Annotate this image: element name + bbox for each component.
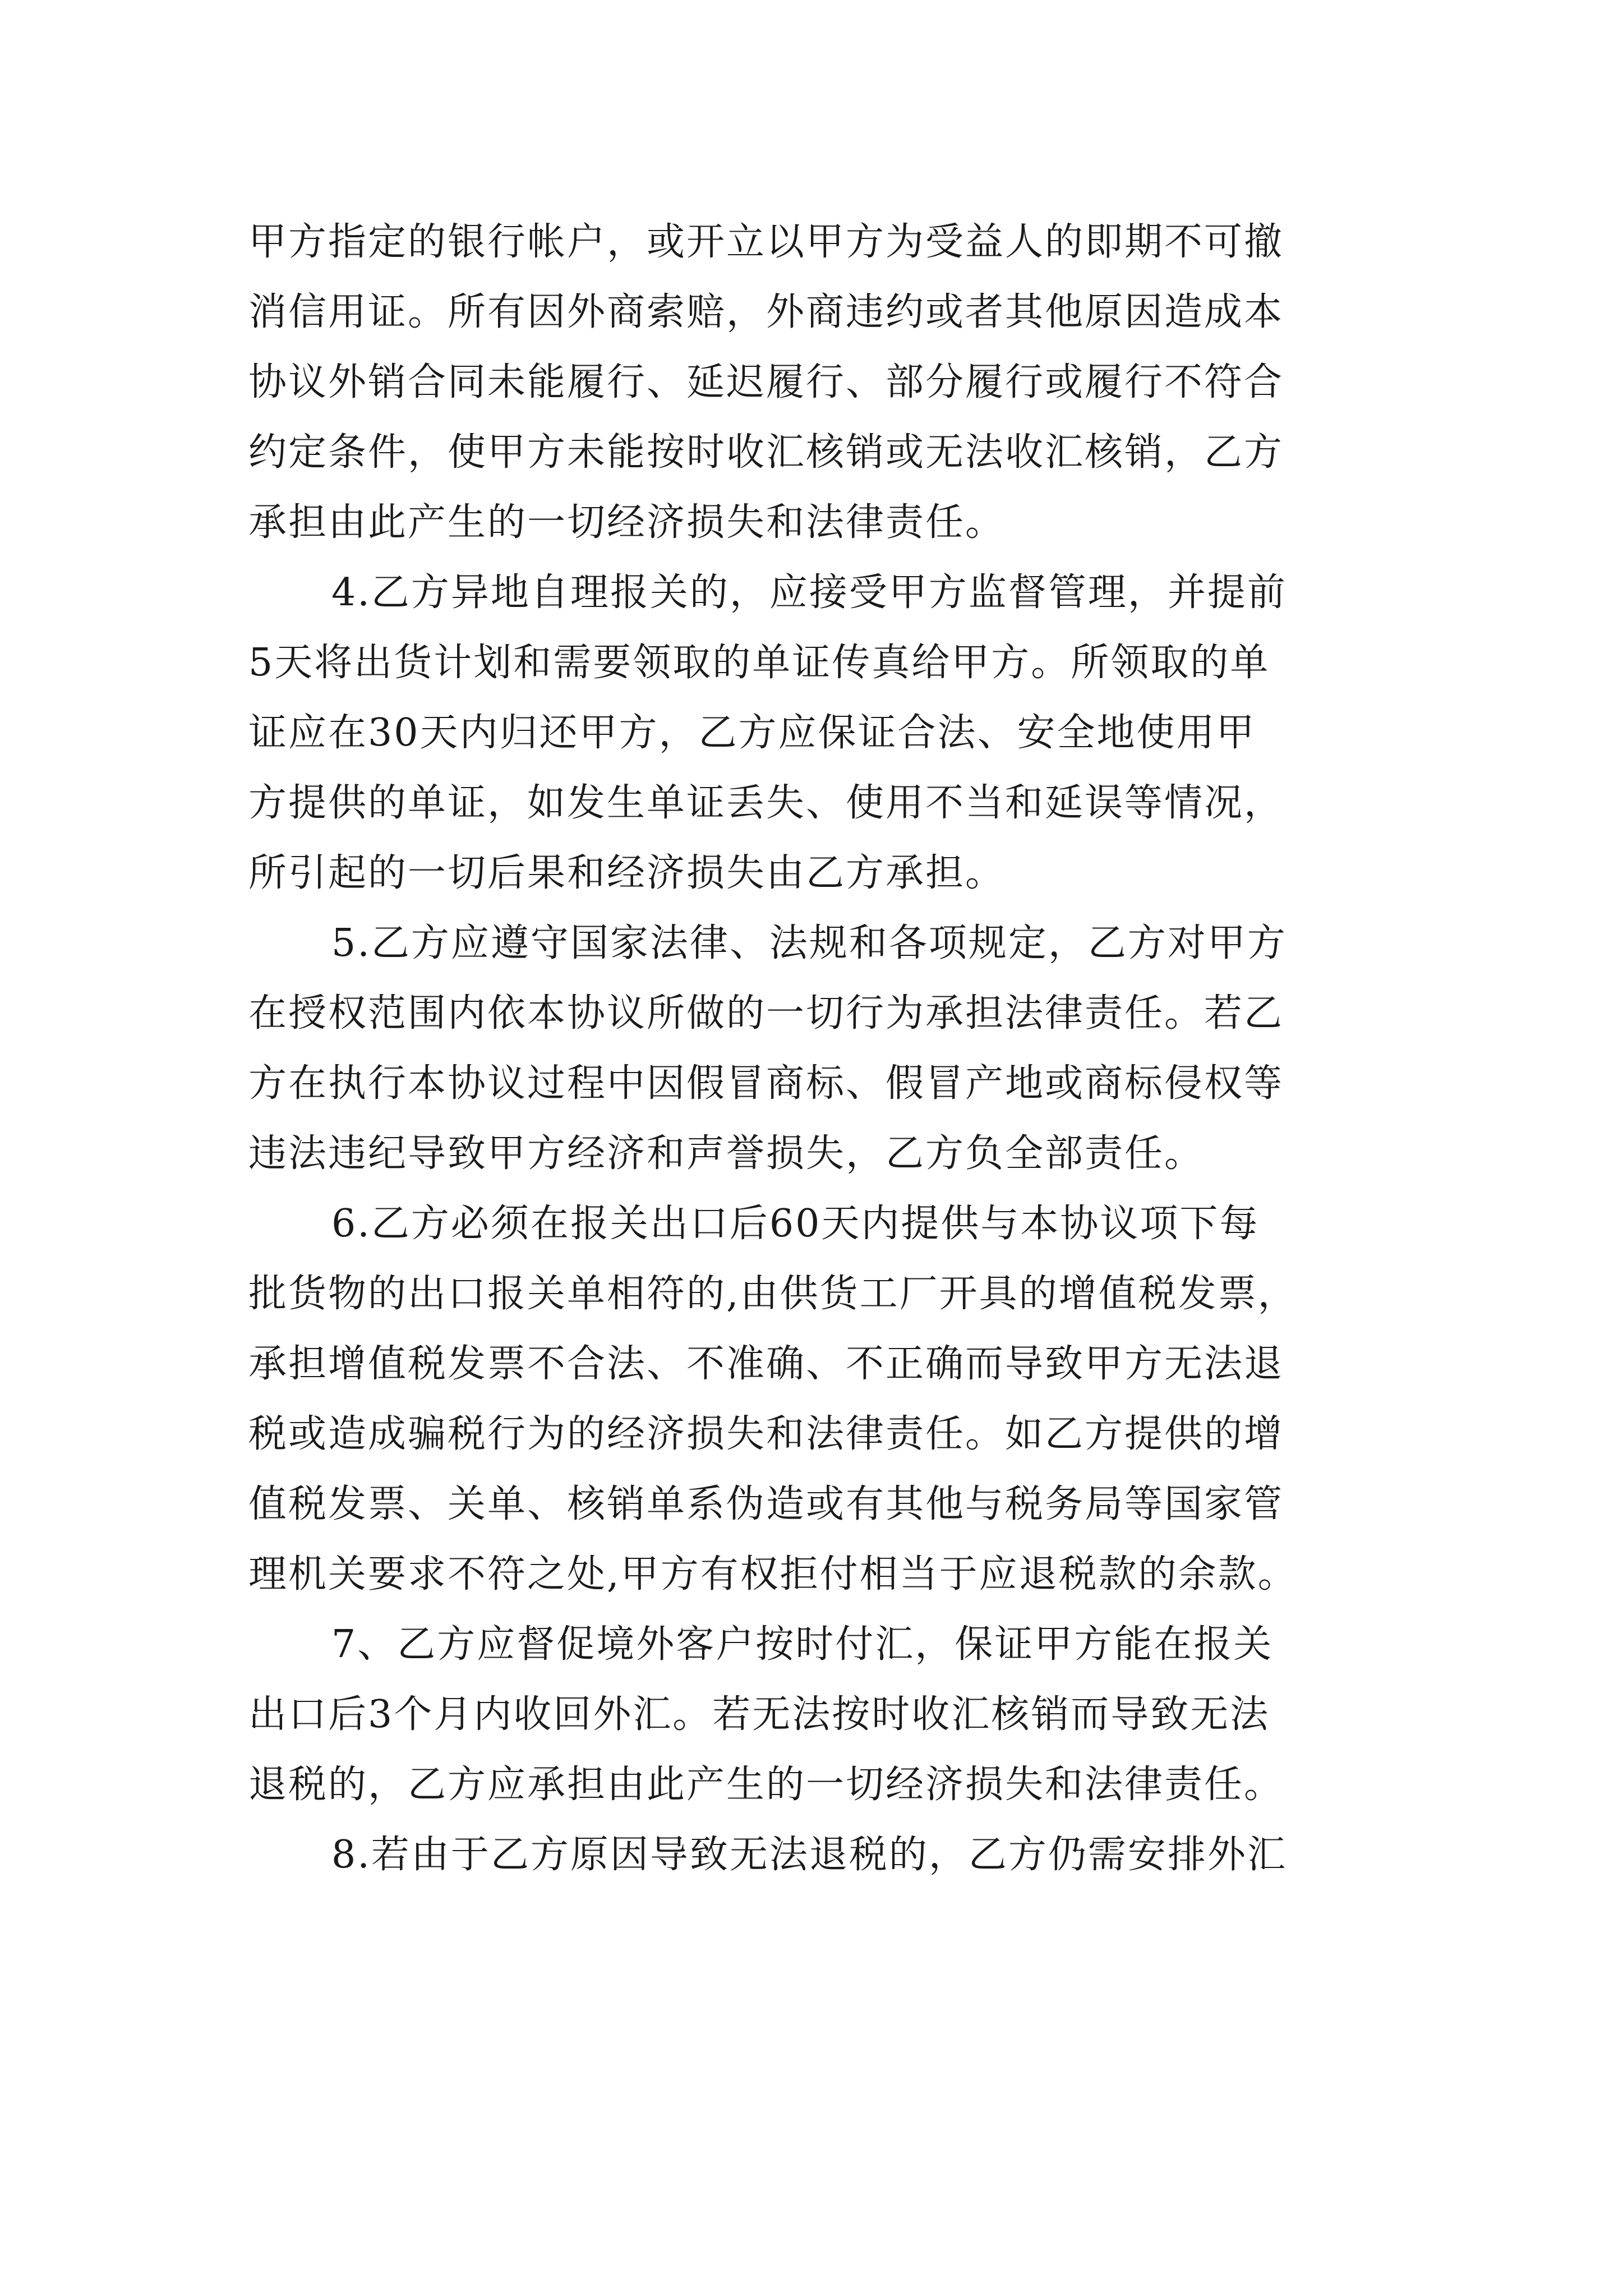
text-line: 方提供的单证，如发生单证丢失、使用不当和延误等情况， <box>248 781 1284 825</box>
text-line: 承担增值税发票不合法、不准确、不正确而导致甲方无法退 <box>248 1342 1284 1386</box>
paragraph-8-first-line: 8.若由于乙方原因导致无法退税的，乙方仍需安排外汇 <box>331 1833 1287 1877</box>
paragraph-5-first-line: 5.乙方应遵守国家法律、法规和各项规定，乙方对甲方 <box>331 921 1287 965</box>
text-line: 理机关要求不符之处,甲方有权拒付相当于应退税款的余款。 <box>248 1552 1298 1596</box>
text-line: 在授权范围内依本协议所做的一切行为承担法律责任。若乙 <box>248 991 1284 1036</box>
text-line: 证应在30天内归还甲方，乙方应保证合法、安全地使用甲 <box>248 711 1256 755</box>
text-line: 所引起的一切后果和经济损失由乙方承担。 <box>248 851 1006 895</box>
text-line: 甲方指定的银行帐户，或开立以甲方为受益人的即期不可撤 <box>248 220 1284 264</box>
paragraph-6-first-line: 6.乙方必须在报关出口后60天内提供与本协议项下每 <box>331 1202 1260 1246</box>
text-line: 批货物的出口报关单相符的,由供货工厂开具的增值税发票， <box>248 1272 1298 1316</box>
text-line: 违法违纪导致甲方经济和声誉损失，乙方负全部责任。 <box>248 1131 1205 1176</box>
text-line: 协议外销合同未能履行、延迟履行、部分履行或履行不符合 <box>248 360 1284 404</box>
text-line: 承担由此产生的一切经济损失和法律责任。 <box>248 500 1006 545</box>
text-line: 消信用证。所有因外商索赔，外商违约或者其他原因造成本 <box>248 290 1284 334</box>
text-line: 税或造成骗税行为的经济损失和法律责任。如乙方提供的增 <box>248 1412 1284 1456</box>
text-line: 出口后3个月内收回外汇。若无法按时收汇核销而导致无法 <box>248 1692 1270 1737</box>
text-line: 退税的，乙方应承担由此产生的一切经济损失和法律责任。 <box>248 1763 1284 1807</box>
text-line: 约定条件，使甲方未能按时收汇核销或无法收汇核销，乙方 <box>248 430 1284 475</box>
paragraph-4-first-line: 4.乙方异地自理报关的，应接受甲方监督管理，并提前 <box>331 570 1287 615</box>
text-line: 5天将出货计划和需要领取的单证传真给甲方。所领取的单 <box>248 641 1270 685</box>
paragraph-7-first-line: 7、乙方应督促境外客户按时付汇，保证甲方能在报关 <box>331 1622 1274 1667</box>
text-line: 方在执行本协议过程中因假冒商标、假冒产地或商标侵权等 <box>248 1061 1284 1106</box>
text-line: 值税发票、关单、核销单系伪造或有其他与税务局等国家管 <box>248 1482 1284 1526</box>
